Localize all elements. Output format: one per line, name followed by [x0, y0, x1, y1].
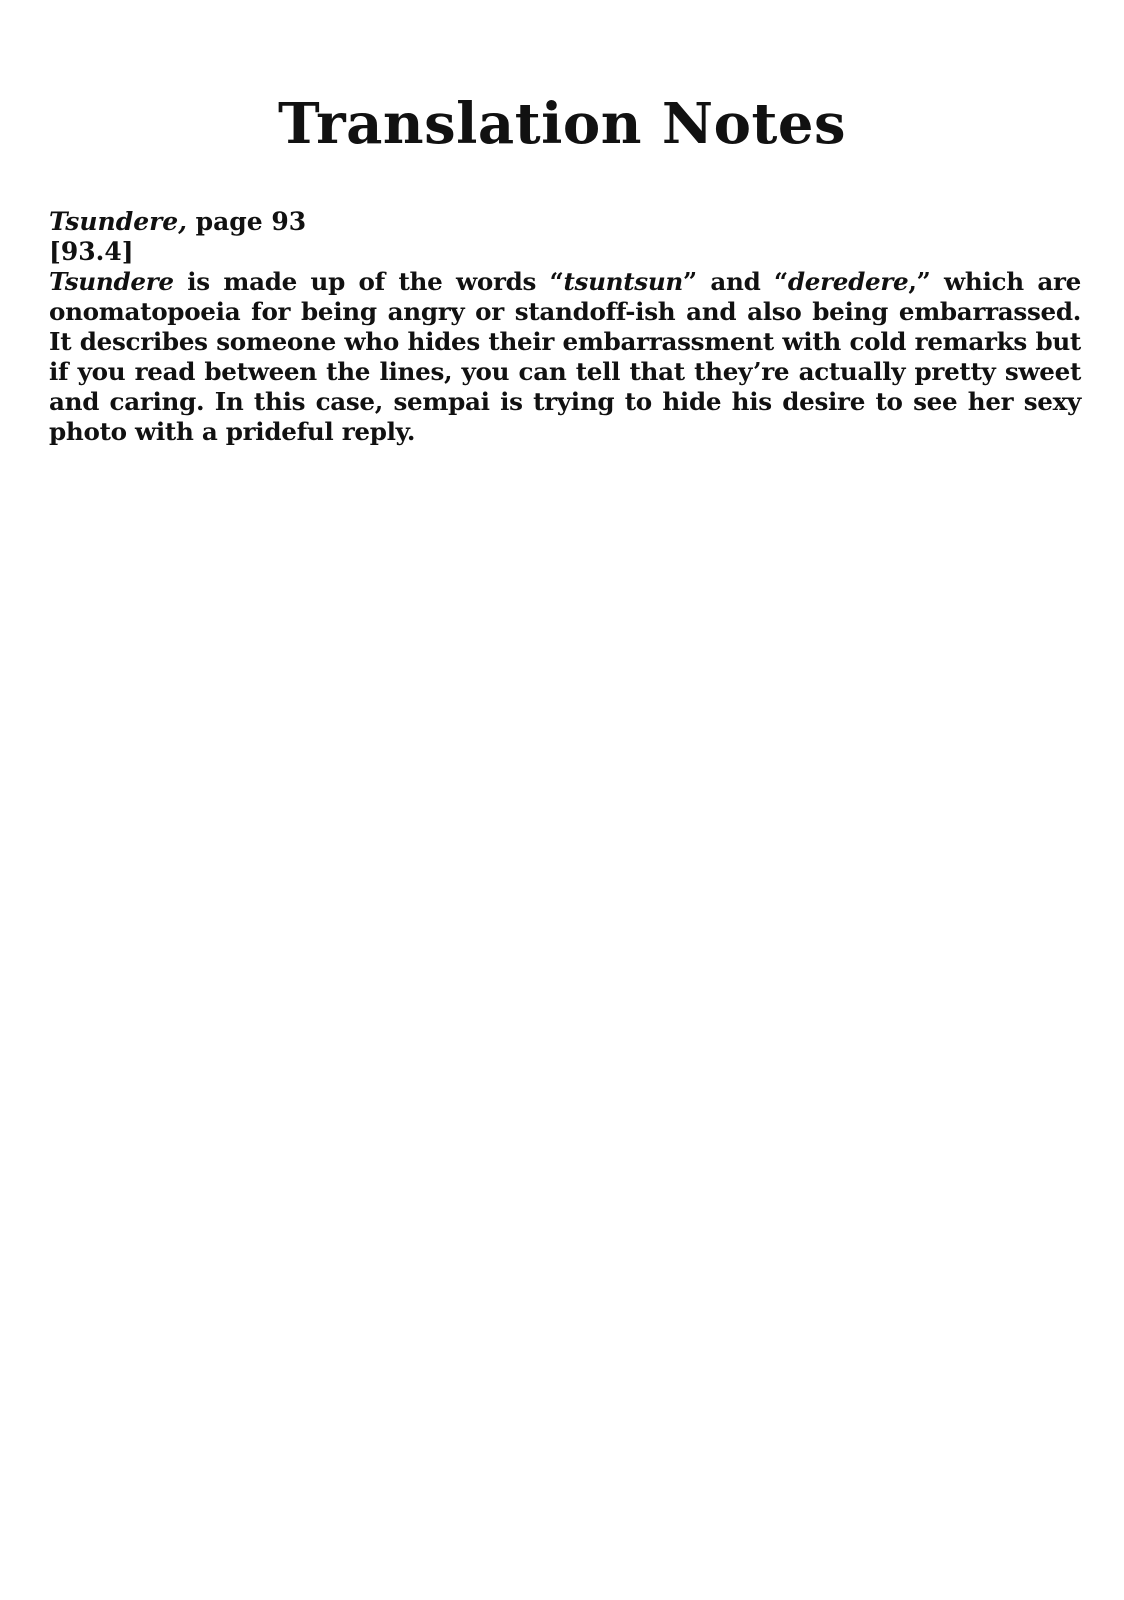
page-title: Translation Notes [278, 91, 846, 157]
body-text-1: is made up of the words “ [173, 267, 564, 296]
body-word-tsuntsun: tsuntsun [563, 267, 684, 296]
note-page-ref: page 93 [186, 207, 307, 236]
body-text-2: ” and “ [683, 267, 788, 296]
body-text-3: ,” which are onomatopoeia for being angry or standoff-ish and also being embarrassed. It describes someone who hides their embarrassment with cold remarks but if you read between the lines, you can tell that they’re actually pretty sweet and caring. In this case, sempai is trying to hide his desire to see her sexy photo with a prideful reply. [49, 267, 1081, 446]
note-body [49, 267, 1081, 447]
body-term: Tsundere [49, 267, 174, 296]
note-term: Tsundere, [49, 207, 187, 236]
body-word-deredere: deredere [787, 267, 909, 296]
note-heading [49, 207, 1081, 237]
note-panel-ref: [93.4] [49, 237, 134, 266]
translation-note [49, 207, 1081, 447]
